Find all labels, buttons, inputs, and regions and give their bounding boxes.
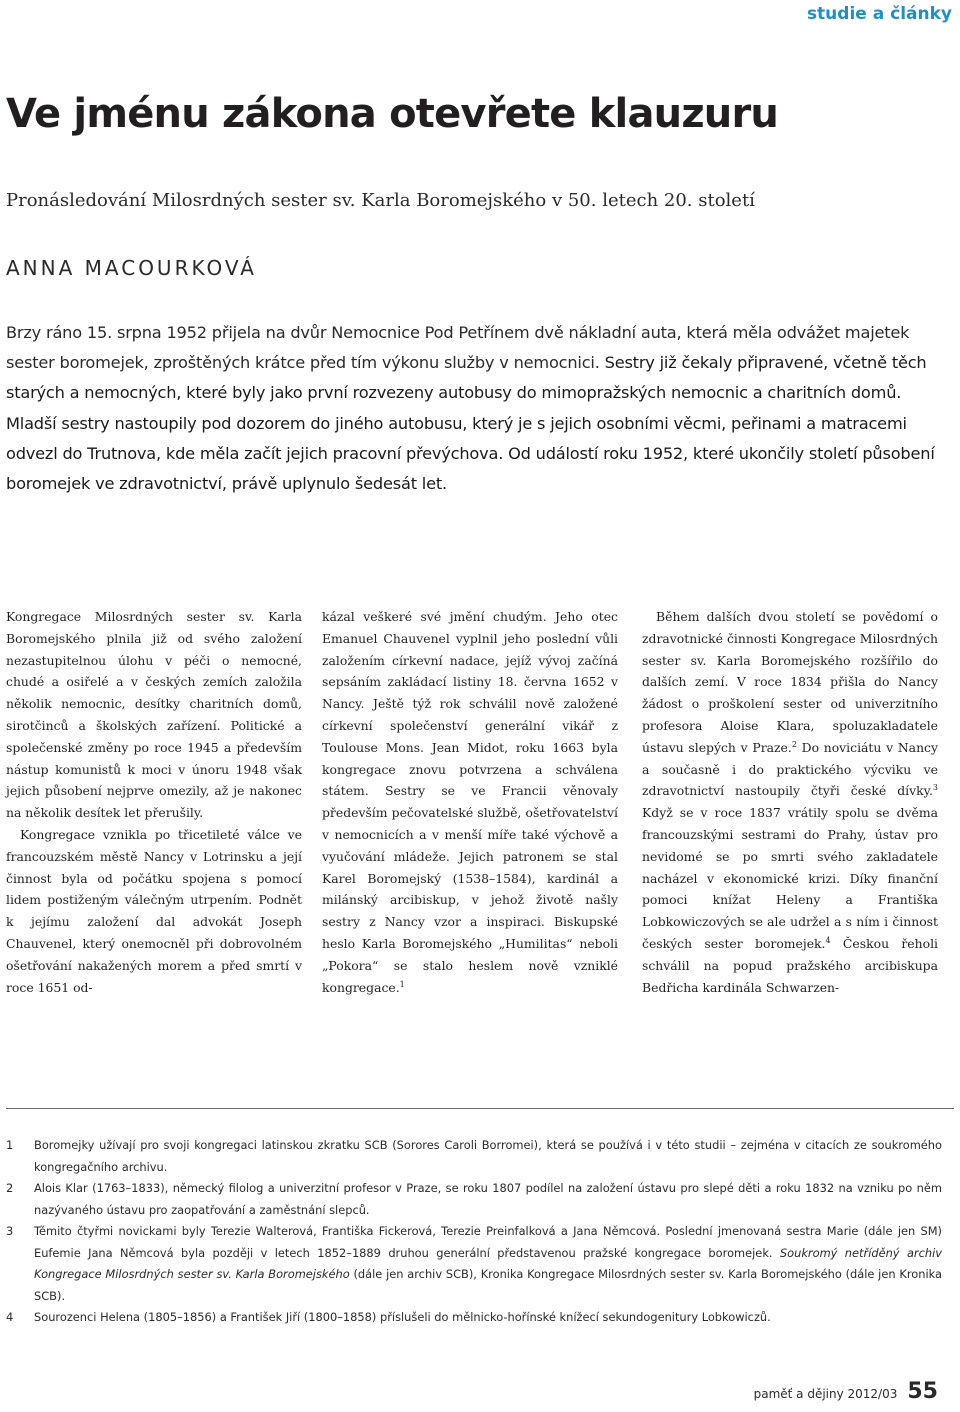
- lead-part-1: Brzy ráno 15. srpna 1952 přijela na dvůr Nemocnice Pod Petřínem dvě nákladní auta, která měla odvážet majetek sester boromejek, zproštěných krátce před tím výkonu služby v nemocnici.: [6, 323, 910, 373]
- footnote-divider: [6, 1108, 954, 1109]
- article-title: Ve jménu zákona otevřete klauzuru: [6, 91, 779, 137]
- footnote-ref-4[interactable]: 4: [825, 935, 831, 945]
- footnote-number: 1: [6, 1138, 14, 1152]
- page-footer: [754, 1379, 938, 1404]
- body-paragraph: Kongregace vznikla po třicetileté válce ve francouzském městě Nancy v Lotrinsku a její činnost byla od počátku spojena s pomocí lidem postiženým válečným utrpením. Podnět k jejímu založení dal advokát Joseph Chauvenel, který onemocněl při dobrovolném ošetřování nakažených morem a před smrtí v roce 1651 od-: [6, 826, 302, 995]
- page-number: 55: [907, 1379, 938, 1404]
- footnote-number: 3: [6, 1224, 14, 1238]
- article-author: ANNA MACOURKOVÁ: [6, 256, 257, 280]
- footnote-text-part: (dále jen archiv SCB), Kronika Kongregace Milosrdných sester sv. Karla Boromejského (dále jen Kronika SCB).: [34, 1267, 942, 1303]
- footnote-number: 4: [6, 1310, 14, 1324]
- footnote-text: Sourozenci Helena (1805–1856) a František Jiří (1800–1858) příslušeli do mělnicko-hořínské knížecí sekundogenitury Lobkowiczů.: [34, 1310, 771, 1324]
- article-subtitle: Pronásledování Milosrdných sester sv. Karla Boromejského v 50. letech 20. století: [6, 190, 755, 211]
- body-paragraph: [322, 606, 618, 998]
- body-column-3: [642, 606, 938, 998]
- body-column-2: [322, 606, 618, 998]
- body-text: Českou řeholi schválil na popud pražského arcibiskupa Bedřicha kardinála Schwarzen-: [642, 935, 939, 995]
- journal-name: paměť a dějiny 2012/03: [753, 1387, 898, 1401]
- footnote-4: [6, 1307, 942, 1329]
- footnotes: [6, 1135, 942, 1329]
- footnote-2: [6, 1178, 942, 1221]
- footnote-ref-2[interactable]: 2: [791, 739, 797, 749]
- body-text: Během dalších dvou století se povědomí o zdravotnické činnosti Kongregace Milosrdných sester sv. Karla Boromejského rozšířilo do dalších zemí. V roce 1834 přišla do Nancy žádost o proškolení sester od univerzitního profesora Aloise Klara, spoluzakladatele ústavu slepých v Praze.: [642, 609, 938, 755]
- body-text: Do noviciátu v Nancy a současně i do praktického výcviku ve zdravotnictví nastoupily čtyři české dívky.: [642, 739, 938, 799]
- article-lead: [6, 318, 946, 499]
- footnote-text: Boromejky užívají pro svoji kongregaci latinskou zkratku SCB (Sorores Caroli Borromei), která se používá i v této studii – zejména v citacích ze soukromého kongregačního archivu.: [34, 1138, 942, 1174]
- section-label: studie a články: [806, 4, 952, 24]
- body-paragraph: [642, 606, 938, 998]
- footnote-number: 2: [6, 1181, 14, 1195]
- footnote-text: [34, 1221, 942, 1307]
- footnote-ref-1[interactable]: 1: [399, 979, 405, 989]
- footnote-text-part: Těmito čtyřmi novickami byly Terezie Walterová, Františka Fickerová, Terezie Preinfalková a Jana Němcová. Poslední jmenovaná sestra Marie (dále jen SM) Eufemie Jana Němcová byla později v letech 1852–1889 druhou generální představenou pražské kongregace boromejek.: [34, 1224, 942, 1260]
- body-text: Když se v roce 1837 vrátily spolu se dvěma francouzskými sestrami do Prahy, ústav pro nevidomé se po smrti svého zakladatele nacházel v ekonomické krizi. Díky finanční pomoci knížat Heleny a Františka Lobkowiczových se ale udržel a s ním i činnost českých sester boromejek.: [642, 805, 938, 951]
- footnote-text: Alois Klar (1763–1833), německý filolog a univerzitní profesor v Praze, se roku 1807 podílel na založení ústavu pro slepé děti a roku 1832 na vzniku po něm nazývaného ústavu pro zaopatřování a zaměstnání slepců.: [34, 1181, 942, 1217]
- body-paragraph: Kongregace Milosrdných sester sv. Karla Boromejského plnila již od svého založení nezastupitelnou úlohu v péči o nemocné, chudé a osiřelé a v českých zemích založila několik nemocnic, desítky charitních domů, sirotčinců a školských zařízení. Politické a společenské změny po roce 1945 a především nástup komunistů k moci v únoru 1948 však jejich působení nejprve omezily, až je nakonec na několik desítek let přerušily.: [6, 609, 302, 821]
- footnote-3: [6, 1221, 942, 1307]
- footnote-1: [6, 1135, 942, 1178]
- footnote-ref-3[interactable]: 3: [932, 783, 938, 793]
- lead-part-2: Sestry již čekaly připravené, včetně těch starých a nemocných, které byly jako první rozvezeny autobusy do mimopražských nemocnic a charitních domů. Mladší sestry nastoupily pod dozorem do jiného autobusu, který je s jejich osobními věcmi, peřinami a matracemi odvezl do Trutnova, kde měla začít jejich pracovní převýchova. Od událostí roku 1952, které ukončily století působení boromejek ve zdravotnictví, právě uplynulo šedesát let.: [6, 353, 935, 494]
- footnote-italic-source: Soukromý netříděný archiv Kongregace Milosrdných sester sv. Karla Boromejského: [34, 1245, 942, 1281]
- body-column-1: [6, 606, 302, 998]
- body-text: kázal veškeré své jmění chudým. Jeho otec Emanuel Chauvenel vyplnil jeho poslední vůli založením církevní nadace, jejíž vývoj začíná sepsáním zakládací listiny 18. června 1652 v Nancy. Ještě týž rok schválil nově založené církevní společenství generální vikář z Toulouse Mons. Jean Midot, roku 1663 byla kongregace znovu potvrzena a schválena státem. Sestry se ve Francii věnovaly především pečovatelské službě, ošetřovatelství v nemocnicích a v menší míře také výchově a vyučování mládeže. Jejich patronem se stal Karel Boromejský (1538–1584), kardinál a milánský arcibiskup, v jehož životě našly sestry z Nancy vzor a inspiraci. Biskupské heslo Karla Boromejského „Humilitas“ neboli „Pokora“ se stalo heslem nově vzniklé kongregace.: [322, 609, 618, 995]
